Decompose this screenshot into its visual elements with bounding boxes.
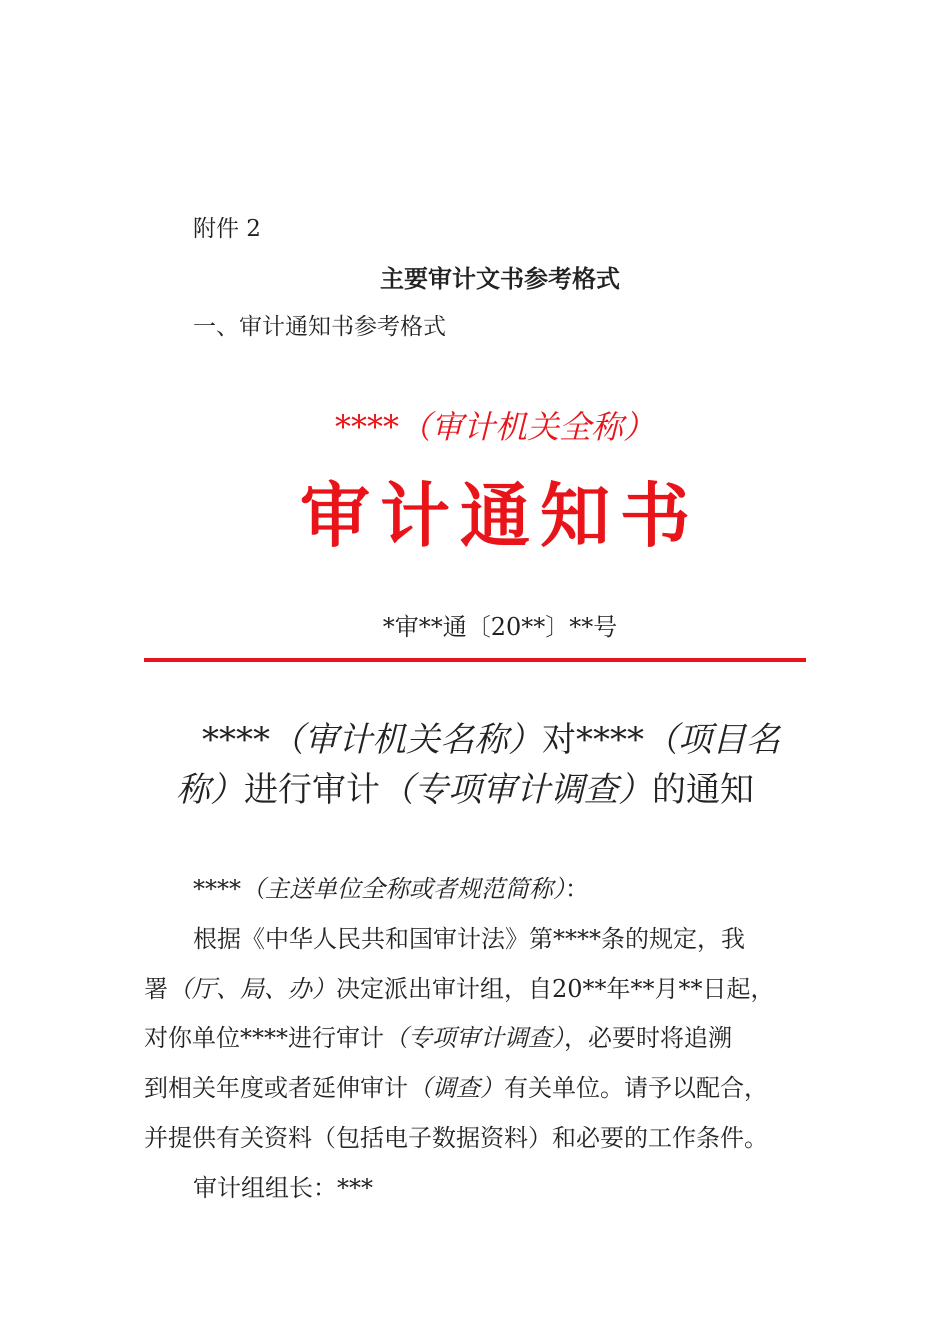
addressee-suffix: ： [565, 875, 589, 903]
body-text: 有关单位。请予以配合， [504, 1074, 768, 1103]
subject-part: 进行审计 [244, 770, 380, 810]
body-italic: （专项审计调查） [384, 1024, 564, 1053]
body-text: 到相关年度或者延伸审计 [144, 1074, 408, 1103]
document-title: 主要审计文书参考格式 [380, 264, 620, 293]
body-line: 并提供有关资料（包括电子数据资料）和必要的工作条件。 [144, 1123, 768, 1152]
body-line: 根据《中华人民共和国审计法》第****条的规定，我 [193, 924, 745, 953]
body-text: 署 [144, 974, 168, 1003]
body-line [144, 1064, 814, 1114]
audit-agency-name: ****（审计机关全称） [334, 408, 655, 446]
body-italic: （厅、局、办） [168, 974, 336, 1003]
body-line [144, 1014, 814, 1064]
subject-part: （审计机关名称） [270, 720, 542, 760]
document-number: *审**通〔20**〕**号 [382, 613, 618, 641]
subject-part: 的通知 [652, 770, 754, 810]
notice-body [144, 865, 814, 1214]
section-heading: 一、审计通知书参考格式 [193, 314, 446, 340]
body-line [144, 965, 814, 1015]
subject-part: **** [202, 720, 270, 760]
addressee-italic: （主送单位全称或者规范简称） [241, 875, 565, 903]
notice-title: 审计通知书 [300, 475, 700, 557]
subject-part: （专项审计调查） [380, 770, 652, 810]
body-text: 决定派出审计组，自20**年**月**日起， [336, 974, 775, 1003]
team-leader-line: 审计组组长：*** [193, 1173, 373, 1202]
subject-part: 对**** [542, 720, 644, 760]
addressee-prefix: **** [193, 875, 241, 903]
body-text: 对你单位****进行审计 [144, 1024, 384, 1053]
body-text: ，必要时将追溯 [564, 1024, 732, 1053]
addressee-line [144, 865, 814, 915]
notice-subject [176, 715, 816, 815]
red-divider-rule [144, 658, 806, 662]
subject-part: （项目名称） [176, 720, 780, 810]
body-italic: （调查） [408, 1074, 504, 1103]
attachment-label: 附件 2 [193, 216, 261, 242]
